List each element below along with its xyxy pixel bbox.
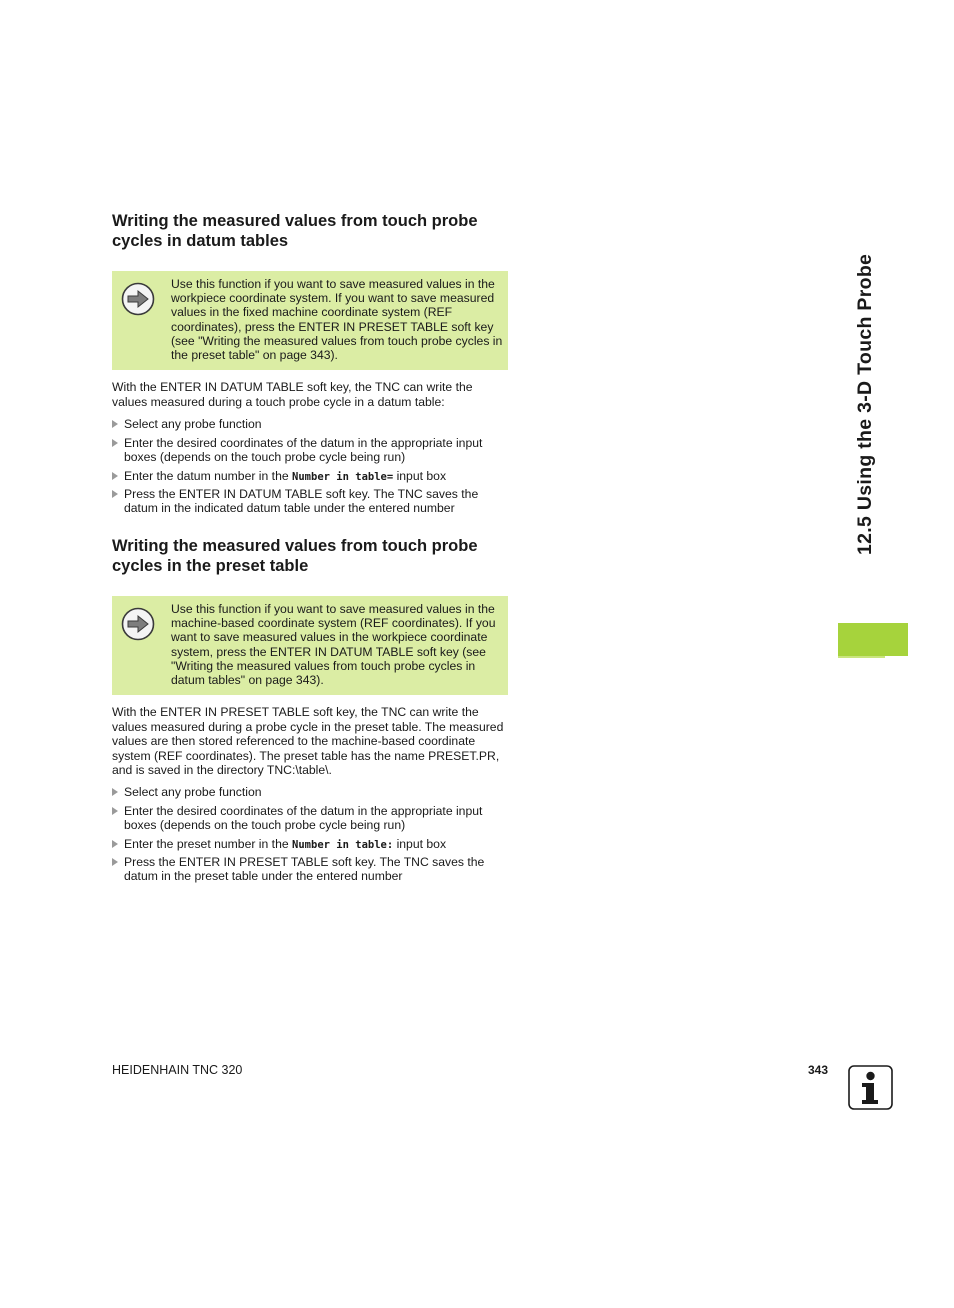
bullet-triangle-icon xyxy=(112,840,118,848)
chapter-side-title: 12.5 Using the 3-D Touch Probe xyxy=(854,253,876,555)
page-number: 343 xyxy=(808,1063,829,1077)
bullet-triangle-icon xyxy=(112,439,118,447)
bullet-triangle-icon xyxy=(112,490,118,498)
chapter-tab xyxy=(838,623,908,656)
note-text: Use this function if you want to save measured values in the machine-based coordinate system (REF coordinates). If you want to save measured values in the workpiece coordinate system, press the ENTER IN DATUM TABLE soft key (see "Writing the measured values from touch probe cycles in datum tables" on page 343). xyxy=(171,602,496,688)
info-icon xyxy=(848,1065,893,1110)
arrow-right-icon xyxy=(121,282,155,316)
intro-paragraph: With the ENTER IN DATUM TABLE soft key, the TNC can write the values measured during a touch probe cycle in a datum table: xyxy=(112,380,473,409)
list-item: Press the ENTER IN PRESET TABLE soft key. The TNC saves the datum in the preset table under the entered number xyxy=(112,855,508,884)
input-box-name: Number in table: xyxy=(292,839,394,851)
bullet-triangle-icon xyxy=(112,858,118,866)
list-item: Enter the datum number in the Number in table= input box xyxy=(112,469,508,484)
bullet-triangle-icon xyxy=(112,420,118,428)
arrow-right-icon xyxy=(121,607,155,641)
list-item: Select any probe function xyxy=(112,417,508,431)
list-item: Enter the desired coordinates of the datum in the appropriate input boxes (depends on the touch probe cycle being run) xyxy=(112,436,508,465)
section-heading-datum-tables: Writing the measured values from touch probe cycles in datum tables xyxy=(112,212,478,250)
list-item: Press the ENTER IN DATUM TABLE soft key. The TNC saves the datum in the indicated datum table under the entered number xyxy=(112,487,508,516)
bullet-triangle-icon xyxy=(112,472,118,480)
list-item: Enter the preset number in the Number in table: input box xyxy=(112,837,508,852)
section-heading-preset-table: Writing the measured values from touch probe cycles in the preset table xyxy=(112,537,478,575)
list-item: Select any probe function xyxy=(112,785,508,799)
list-item: Enter the desired coordinates of the datum in the appropriate input boxes (depends on the touch probe cycle being run) xyxy=(112,804,508,833)
bullet-triangle-icon xyxy=(112,788,118,796)
note-box-datum xyxy=(112,271,508,370)
note-box-preset xyxy=(112,596,508,695)
intro-paragraph: With the ENTER IN PRESET TABLE soft key, the TNC can write the values measured during a probe cycle in the preset table. The measured values are then stored referenced to the machine-based coordinate system (REF coordinates). The preset table has the name PRESET.PR, and is saved in the directory TNC:\table\. xyxy=(112,705,504,777)
bullet-triangle-icon xyxy=(112,807,118,815)
input-box-name: Number in table= xyxy=(292,471,394,483)
chapter-tab-underline xyxy=(838,656,885,658)
note-text: Use this function if you want to save measured values in the workpiece coordinate system. If you want to save measured values in the fixed machine coordinate system (REF coordinates), press the ENTER IN PRESET TABLE soft key (see "Writing the measured values from touch probe cycles in the preset table" on page 343). xyxy=(171,277,503,363)
footer-product: HEIDENHAIN TNC 320 xyxy=(112,1063,243,1077)
